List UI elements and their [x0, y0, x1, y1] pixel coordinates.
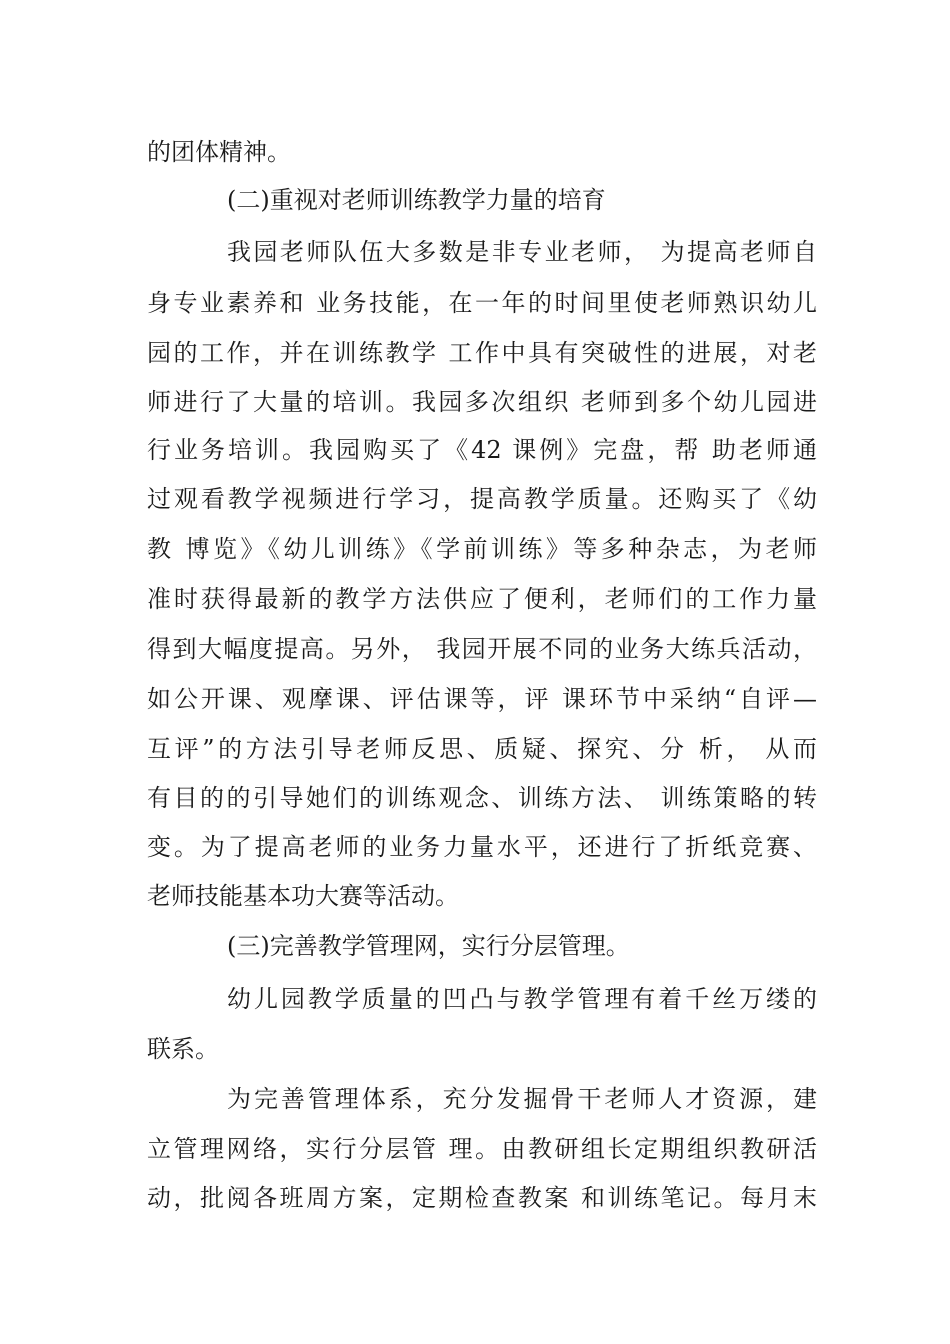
text-line: 互评”的方法引导老师反思、质疑、探究、分 析， 从而	[147, 735, 817, 763]
text-line: 师进行了大量的培训。我园多次组织 老师到多个幼儿园进	[147, 388, 817, 416]
text-line: 准时获得最新的教学方法供应了便利，老师们的工作力量	[147, 585, 817, 613]
text-line: 我园老师队伍大多数是非专业老师， 为提高老师自	[227, 238, 817, 266]
section-heading: (二)重视对老师训练教学力量的培育	[227, 186, 606, 214]
text-line: 的团体精神。	[147, 138, 291, 166]
text-line: 得到大幅度提高。另外， 我园开展不同的业务大练兵活动，	[147, 635, 817, 663]
text-line: 联系。	[147, 1035, 219, 1063]
text-line: 动，批阅各班周方案，定期检查教案 和训练笔记。每月末	[147, 1184, 817, 1212]
text-line: 园的工作，并在训练教学 工作中具有突破性的进展，对老	[147, 339, 817, 367]
text-line: 立管理网络，实行分层管 理。由教研组长定期组织教研活	[147, 1135, 817, 1163]
text-line: 变。为了提高老师的业务力量水平，还进行了折纸竞赛、	[147, 833, 817, 861]
text-line: 如公开课、观摩课、评估课等，评 课环节中采纳“自评—	[147, 685, 817, 713]
text-line: 老师技能基本功大赛等活动。	[147, 882, 459, 910]
text-line: 有目的的引导她们的训练观念、训练方法、 训练策略的转	[147, 784, 817, 812]
section-heading: (三)完善教学管理网，实行分层管理。	[227, 932, 630, 960]
text-line: 行业务培训。我园购买了《42 课例》完盘，帮 助老师通	[147, 436, 817, 464]
text-line: 为完善管理体系，充分发掘骨干老师人才资源，建	[227, 1085, 817, 1113]
text-line: 身专业素养和 业务技能，在一年的时间里使老师熟识幼儿	[147, 289, 817, 317]
text-line: 幼儿园教学质量的凹凸与教学管理有着千丝万缕的	[227, 985, 817, 1013]
text-line: 过观看教学视频进行学习，提高教学质量。还购买了《幼	[147, 485, 817, 513]
text-line: 教 博览》《幼儿训练》《学前训练》等多种杂志，为老师	[147, 535, 817, 563]
